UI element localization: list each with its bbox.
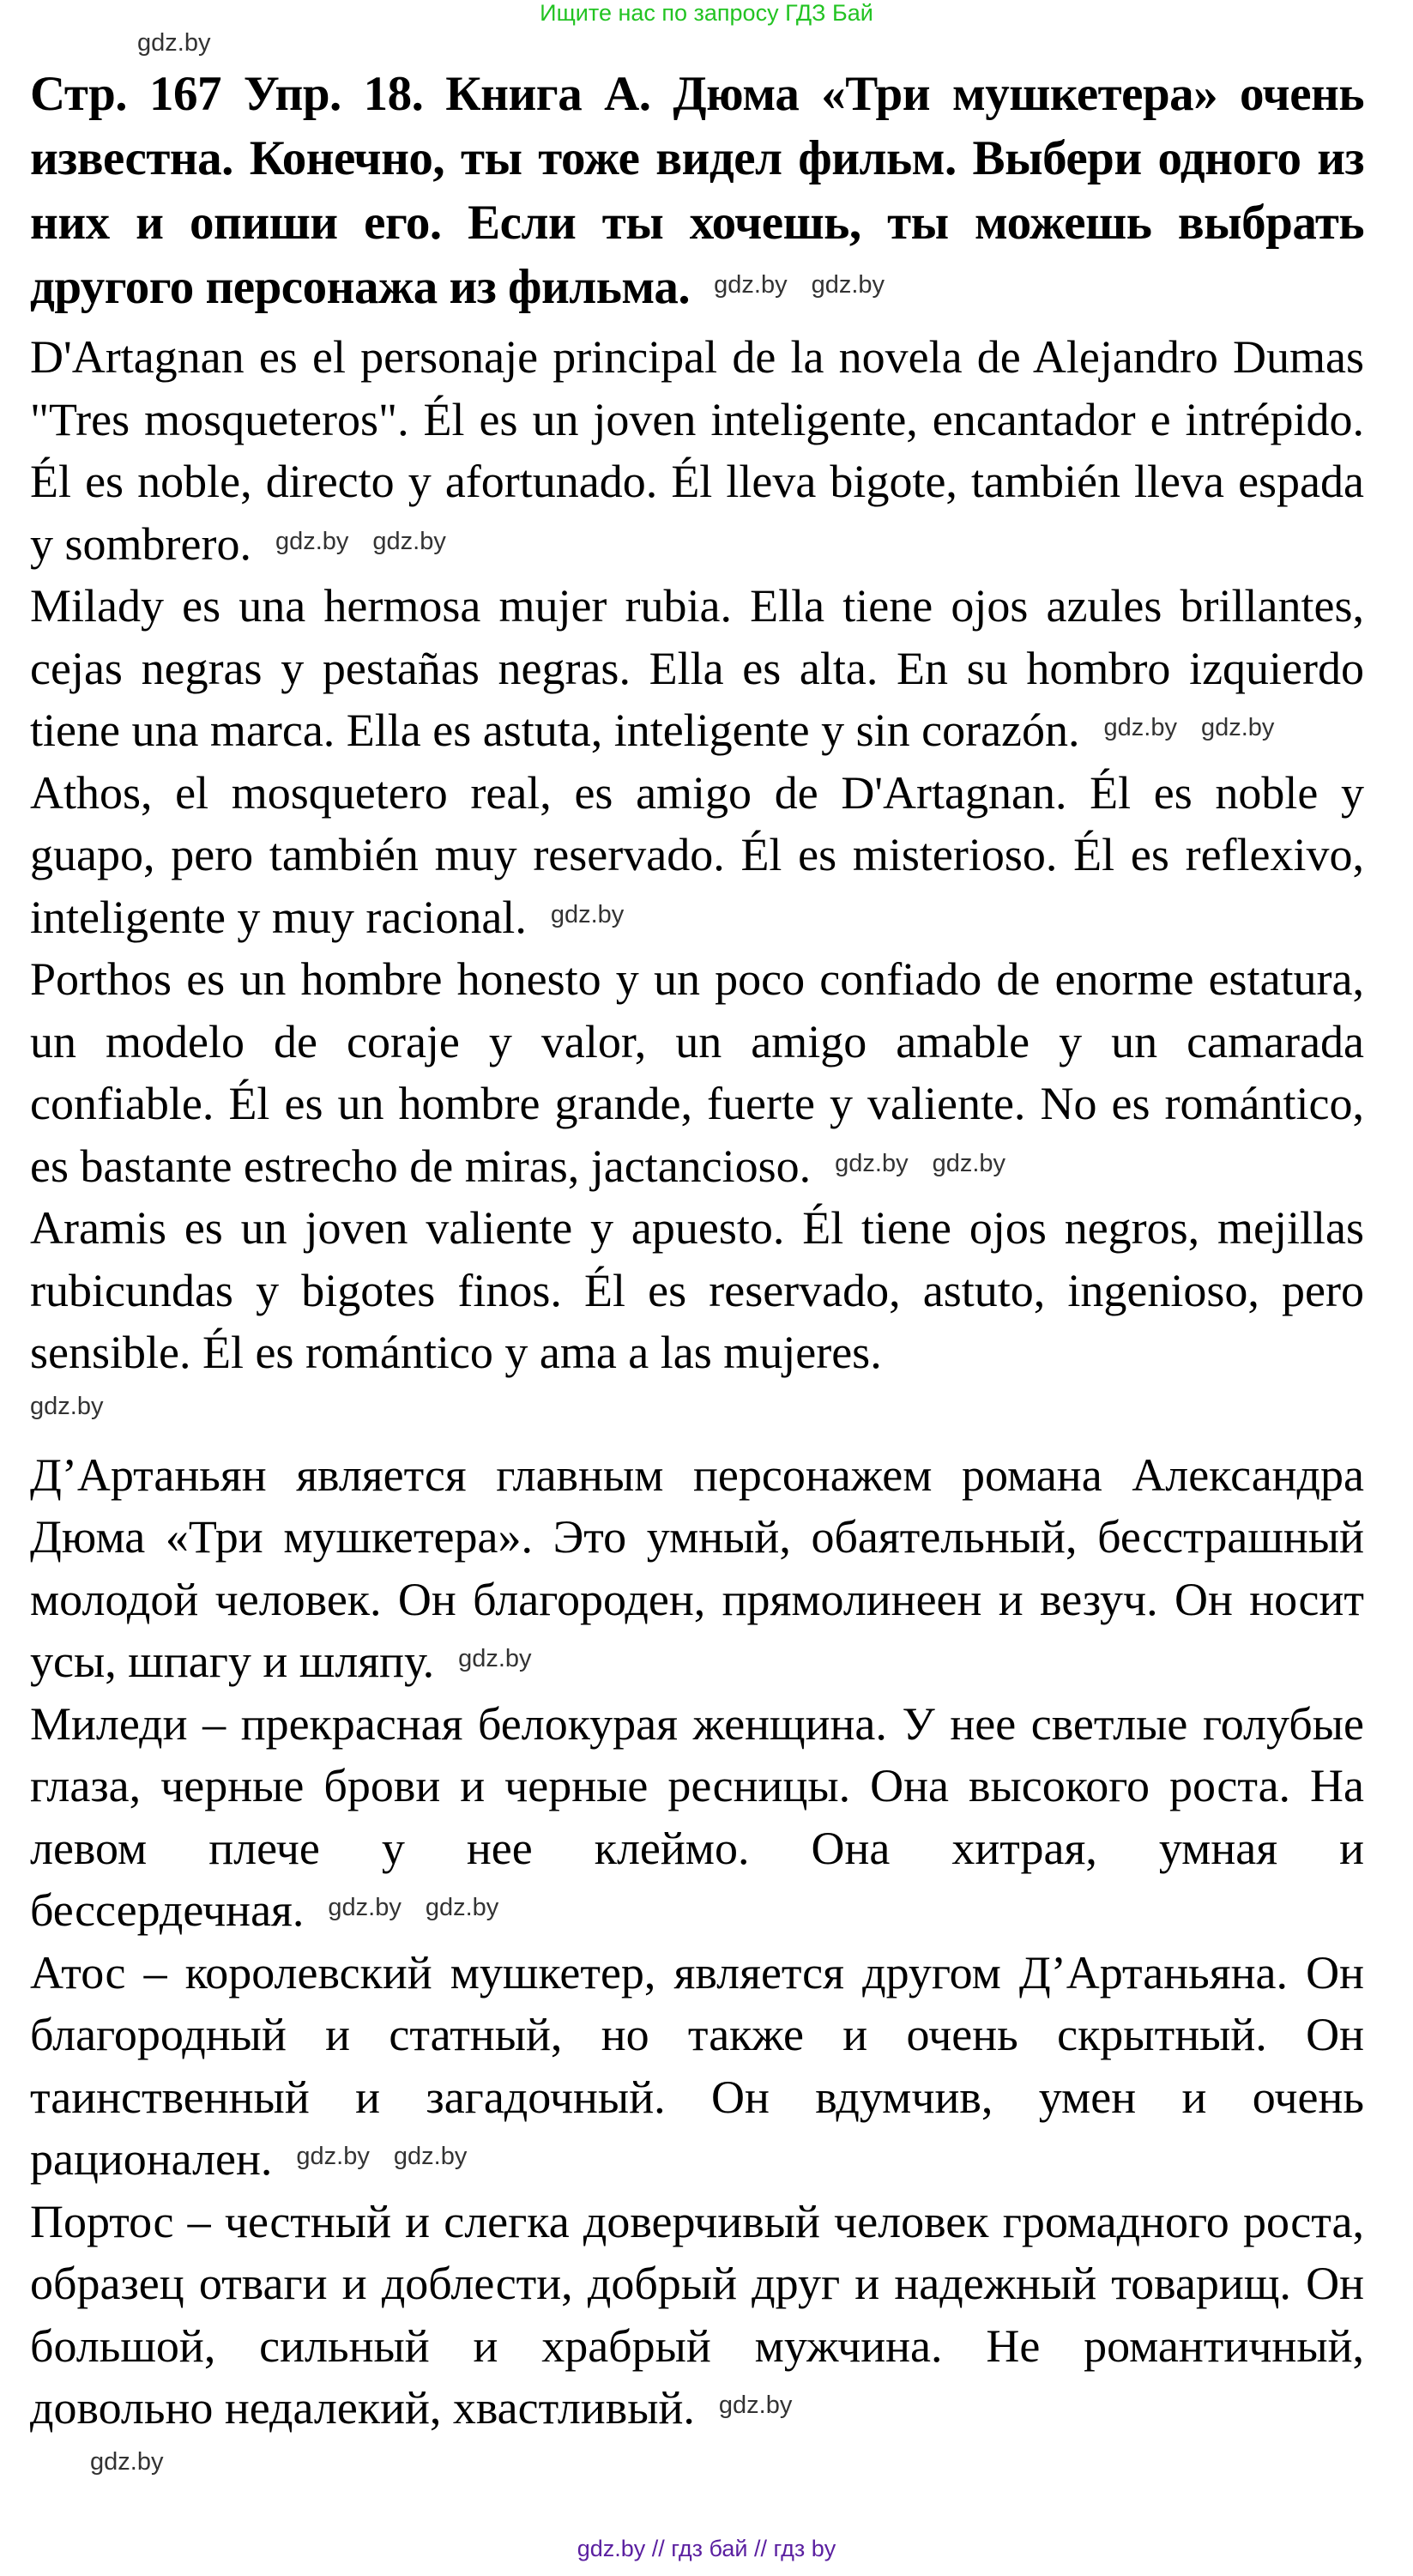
paragraph-text: Aramis es un joven valiente y apuesto. Él tiene ojos negros, mejillas rubicundas y bigotes finos. Él es reservado, astuto, ingenioso, pero sensible. Él es romántico y ama a las mujeres. [30, 1202, 1364, 1378]
watermark: gdz.by [372, 527, 446, 555]
watermark: gdz.by [425, 1894, 499, 1921]
paragraph-text: Портос – честный и слегка доверчивый человек громадного роста, образец отваги и доблести, добрый друг и надежный товарищ. Он большой, сильный и храбрый мужчина. Не романтичный, довольно недалекий, хвастливый. [30, 2195, 1364, 2434]
paragraph-athos-es [30, 762, 1364, 949]
watermark: gdz.by [550, 900, 625, 928]
paragraph-text: Миледи – прекрасная белокурая женщина. У нее светлые голубые глаза, черные брови и черные ресницы. Она высокого роста. На левом плече у нее клеймо. Она хитрая, умная и бессердечная. [30, 1697, 1364, 1936]
watermark: gdz.by [458, 1645, 532, 1672]
paragraph-text: Porthos es un hombre honesto y un poco confiado de enorme estatura, un modelo de coraje y valor, un amigo amable y un camarada confiable. Él es un hombre grande, fuerte y valiente. No es romántico, es bastante estrecho de miras, jactancioso. [30, 953, 1364, 1192]
watermark: gdz.by [30, 1392, 104, 1420]
watermark: gdz.by [137, 29, 211, 57]
russian-translation [30, 1444, 1364, 2440]
watermark: gdz.by [932, 1149, 1006, 1177]
paragraph-dartagnan-ru [30, 1444, 1364, 1693]
watermark: gdz.by [1200, 714, 1275, 741]
watermark: gdz.by [328, 1894, 402, 1921]
paragraph-text: D'Artagnan es el personaje principal de la novela de Alejandro Dumas "Tres mosqueteros". Él es un joven inteligente, encantador e intrépido. Él es noble, directo y afortunado. Él lleva bigote, también lleva espada y sombrero. [30, 331, 1364, 570]
exercise-heading-text: Стр. 167 Упр. 18. Книга А. Дюма «Три мушкетера» очень известна. Конечно, ты тоже видел фильм. Выбери одного из них и опиши его. Если ты хочешь, ты можешь выбрать другого персонажа из фильма. [30, 67, 1364, 314]
watermark: gdz.by [718, 2392, 793, 2419]
exercise-heading [30, 62, 1364, 319]
watermark: gdz.by [393, 2143, 468, 2170]
paragraph-porthos-ru [30, 2191, 1364, 2440]
paragraph-aramis-es [30, 1197, 1364, 1384]
paragraph-athos-ru [30, 1942, 1364, 2191]
watermark: gdz.by [811, 271, 885, 299]
paragraph-text: Атос – королевский мушкетер, является другом Д’Артаньяна. Он благородный и статный, но также и очень скрытный. Он таинственный и загадочный. Он вдумчив, умен и очень рационален. [30, 1946, 1364, 2185]
watermark: gdz.by [1103, 714, 1177, 741]
spanish-answer [30, 326, 1364, 1384]
watermark: gdz.by [296, 2143, 370, 2170]
paragraph-milady-ru [30, 1693, 1364, 1942]
search-banner-link[interactable]: Ищите нас по запросу ГДЗ Бай [540, 0, 873, 26]
watermark: gdz.by [275, 527, 349, 555]
watermark: gdz.by [90, 2447, 164, 2476]
paragraph-text: Milady es una hermosa mujer rubia. Ella tiene ojos azules brillantes, cejas negras y pestañas negras. Ella es alta. En su hombro izquierdo tiene una marca. Ella es astuta, inteligente y sin corazón. [30, 580, 1364, 756]
paragraph-dartagnan-es [30, 326, 1364, 575]
paragraph-text: Д’Артаньян является главным персонажем романа Александра Дюма «Три мушкетера». Это умный, обаятельный, бесстрашный молодой человек. Он благороден, прямолинеен и везуч. Он носит усы, шпагу и шляпу. [30, 1448, 1364, 1687]
footer-links[interactable]: gdz.by // гдз бай // гдз by [577, 2535, 836, 2561]
watermark: gdz.by [714, 271, 788, 299]
paragraph-porthos-es [30, 948, 1364, 1197]
watermark: gdz.by [835, 1149, 909, 1177]
paragraph-milady-es [30, 575, 1364, 762]
page-content [30, 0, 1364, 2572]
paragraph-text: Athos, el mosquetero real, es amigo de D'Artagnan. Él es noble y guapo, pero también muy reservado. Él es misterioso. Él es reflexivo, inteligente y muy racional. [30, 766, 1364, 943]
